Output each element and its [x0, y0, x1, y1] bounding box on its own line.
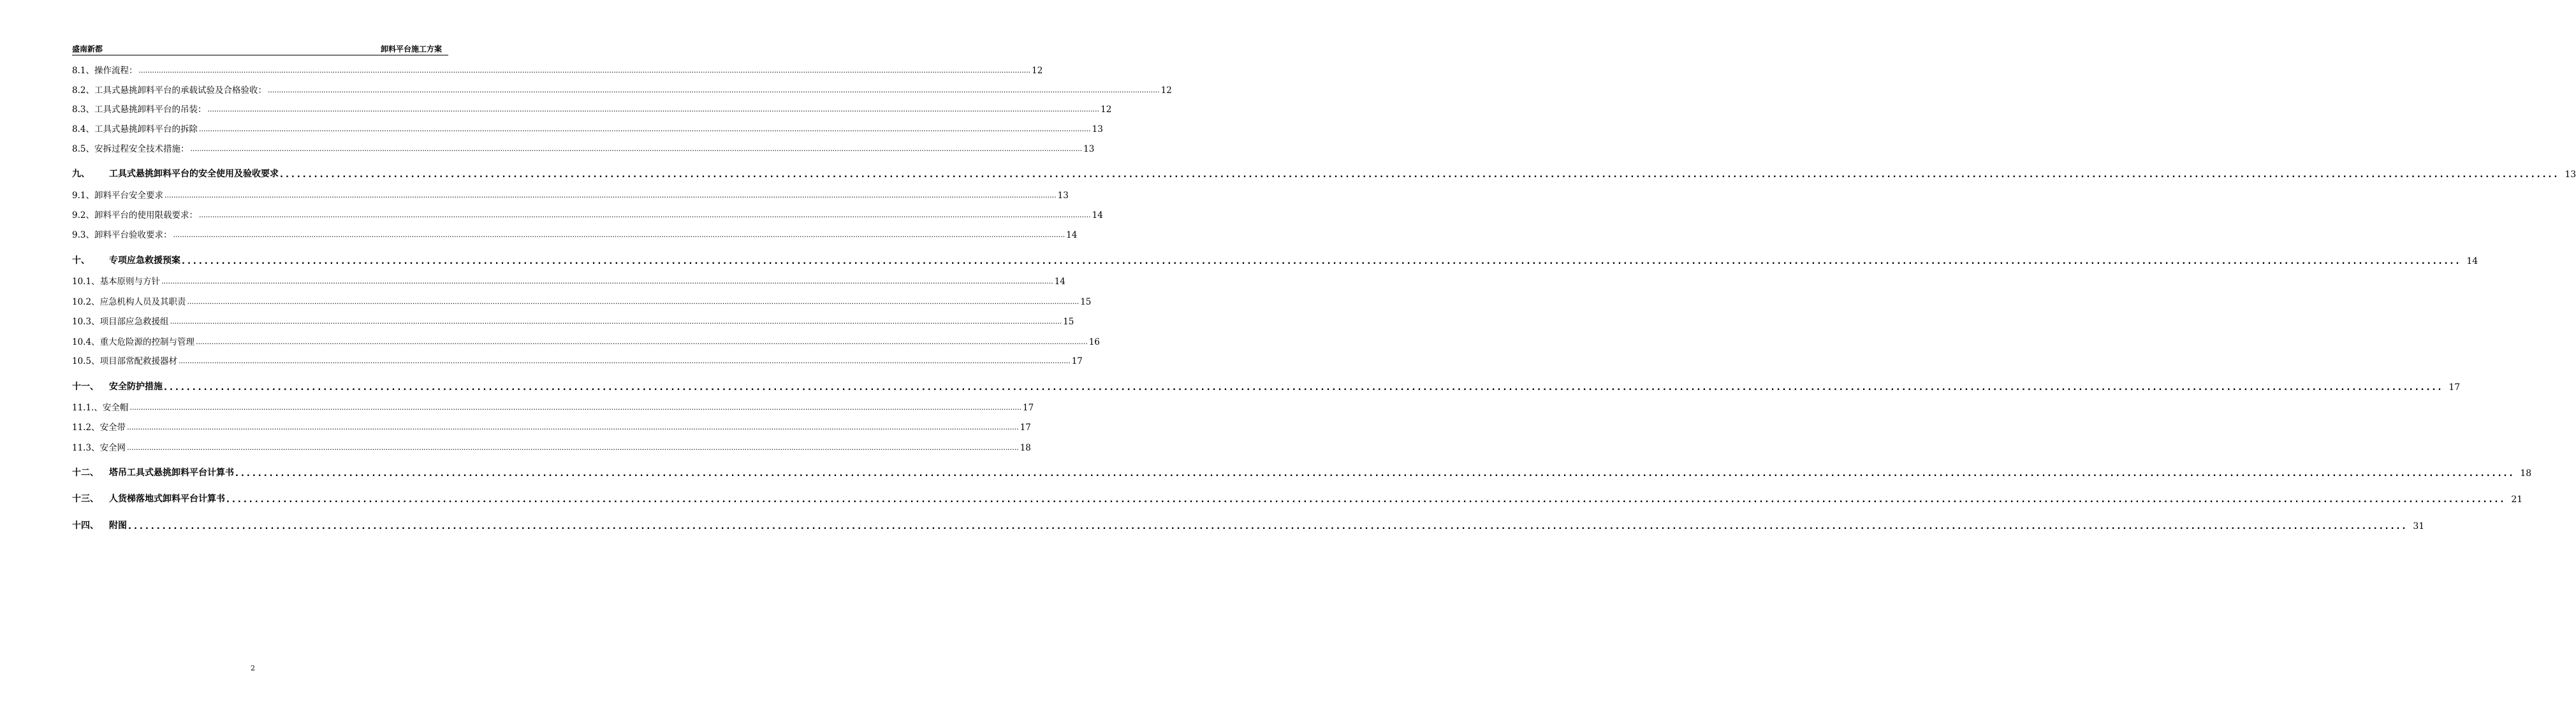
- toc-entry-page: 17: [1023, 403, 1034, 413]
- toc-entry-number: 8.3、: [72, 105, 94, 115]
- toc-section-entry[interactable]: [72, 226, 1078, 240]
- page-header: [72, 41, 448, 55]
- toc-entry-number: 10.3、: [72, 317, 100, 327]
- toc-entry-page: 21: [2511, 495, 2523, 505]
- toc-leader-dots: ................................................................................................................................................................................................................................................................................................................................................................................................................: [235, 469, 2515, 479]
- toc-entry-title: 专项应急救援预案: [109, 256, 180, 266]
- toc-entry-title: 塔吊工具式悬挑卸料平台计算书: [109, 468, 234, 478]
- toc-entry-number: 11.3、: [72, 443, 100, 453]
- toc-section-entry[interactable]: [72, 293, 1092, 307]
- toc-entry-page: 31: [2413, 521, 2425, 531]
- toc-entry-page: 18: [2520, 468, 2532, 479]
- toc-leader-dots: ................................................................................................................................................................................................................................................................................................................................................................................................................: [179, 357, 1071, 365]
- toc-entry-title: 项目部应急救援组: [99, 317, 169, 327]
- toc-entry-page: 13: [1092, 124, 1103, 134]
- toc-entry-title: 卸料平台验收要求：: [94, 230, 172, 240]
- toc-chapter-entry[interactable]: [72, 491, 2523, 505]
- toc-entry-number: 十二、: [72, 468, 99, 478]
- toc-entry-page: 12: [1101, 105, 1112, 115]
- toc-entry-title: 安拆过程安全技术措施：: [94, 144, 189, 154]
- toc-entry-number: 9.2、: [72, 210, 94, 220]
- toc-entry-title: 卸料平台的使用限载要求：: [94, 210, 198, 220]
- toc-entry-number: 9.3、: [72, 230, 94, 240]
- toc-entry-number: 11.2、: [72, 422, 100, 433]
- toc-entry-title: 重大危险源的控制与管理: [99, 337, 195, 347]
- toc-entry-page: 13: [2565, 170, 2576, 180]
- toc-entry-title: 附图: [109, 521, 127, 531]
- toc-entry-page: 15: [1063, 317, 1074, 327]
- toc-entry-title: 基本原则与方针: [99, 277, 161, 287]
- toc-entry-title: 工具式悬挑卸料平台的承载试验及合格验收：: [94, 85, 267, 96]
- toc-leader-dots: ................................................................................................................................................................................................................................................................................................................................................................................................................: [267, 86, 1160, 94]
- toc-entry-title: 工具式悬挑卸料平台的安全使用及验收要求: [109, 169, 279, 179]
- toc-leader-dots: ................................................................................................................................................................................................................................................................................................................................................................................................................: [138, 66, 1031, 75]
- toc-leader-dots: ................................................................................................................................................................................................................................................................................................................................................................................................................: [226, 495, 2506, 505]
- toc-entry-number: 十四、: [72, 521, 99, 531]
- toc-entry-number: 9.1、: [72, 191, 94, 201]
- toc-entry-page: 18: [1020, 443, 1031, 453]
- toc-chapter-entry[interactable]: [72, 252, 2478, 266]
- toc-entry-page: 15: [1080, 297, 1092, 307]
- toc-section-entry[interactable]: [72, 82, 1172, 96]
- toc-section-entry[interactable]: [72, 120, 1103, 134]
- toc-entry-number: 8.5、: [72, 144, 94, 154]
- toc-entry-number: 8.2、: [72, 85, 94, 96]
- toc-entry-title: 安全防护措施: [109, 382, 163, 392]
- toc-entry-number: 十、: [72, 256, 90, 266]
- toc-entry-page: 17: [1020, 422, 1031, 433]
- toc-section-entry[interactable]: [72, 333, 1100, 347]
- toc-section-entry[interactable]: [72, 313, 1074, 327]
- toc-entry-page: 16: [1088, 337, 1100, 347]
- toc-leader-dots: ................................................................................................................................................................................................................................................................................................................................................................................................................: [196, 338, 1088, 346]
- toc-leader-dots: ................................................................................................................................................................................................................................................................................................................................................................................................................: [182, 257, 2462, 266]
- toc-section-entry[interactable]: [72, 206, 1103, 220]
- toc-entry-page: 13: [1083, 144, 1095, 154]
- toc-section-entry[interactable]: [72, 62, 1043, 76]
- toc-entry-number: 10.4、: [72, 337, 100, 347]
- toc-leader-dots: ................................................................................................................................................................................................................................................................................................................................................................................................................: [198, 125, 1091, 133]
- toc-chapter-entry[interactable]: [72, 517, 2425, 531]
- toc-leader-dots: ................................................................................................................................................................................................................................................................................................................................................................................................................: [190, 145, 1083, 153]
- toc-entry-page: 14: [1054, 277, 1065, 287]
- toc-chapter-entry[interactable]: [72, 379, 2461, 393]
- toc-entry-title: 卸料平台安全要求: [94, 191, 163, 201]
- toc-entry-number: 10.2、: [72, 297, 100, 307]
- page-number: 2: [251, 664, 255, 672]
- toc-entry-title: 安全网: [99, 443, 126, 453]
- toc-section-entry[interactable]: [72, 419, 1031, 433]
- toc-leader-dots: ................................................................................................................................................................................................................................................................................................................................................................................................................: [207, 105, 1100, 113]
- toc-leader-dots: ................................................................................................................................................................................................................................................................................................................................................................................................................: [161, 277, 1053, 285]
- toc-entry-number: 10.5、: [72, 356, 100, 366]
- toc-entry-title: 工具式悬挑卸料平台的吊装：: [94, 105, 207, 115]
- toc-leader-dots: ................................................................................................................................................................................................................................................................................................................................................................................................................: [129, 403, 1021, 412]
- toc-entry-number: 十三、: [72, 494, 99, 504]
- toc-leader-dots: ................................................................................................................................................................................................................................................................................................................................................................................................................: [173, 231, 1065, 239]
- toc-leader-dots: ................................................................................................................................................................................................................................................................................................................................................................................................................: [164, 191, 1057, 199]
- toc-entry-title: 操作流程：: [94, 66, 138, 76]
- toc-section-entry[interactable]: [72, 140, 1095, 154]
- toc-entry-page: 12: [1160, 85, 1172, 96]
- toc-leader-dots: ................................................................................................................................................................................................................................................................................................................................................................................................................: [127, 423, 1019, 431]
- toc-leader-dots: ................................................................................................................................................................................................................................................................................................................................................................................................................: [187, 298, 1079, 306]
- toc-entry-number: 11.1.、: [72, 403, 103, 413]
- toc-leader-dots: ................................................................................................................................................................................................................................................................................................................................................................................................................: [128, 522, 2408, 531]
- toc-entry-number: 九、: [72, 169, 90, 179]
- toc-entry-number: 10.1、: [72, 277, 100, 287]
- toc-leader-dots: ................................................................................................................................................................................................................................................................................................................................................................................................................: [127, 444, 1019, 452]
- toc-entry-page: 17: [1071, 356, 1083, 366]
- toc-section-entry[interactable]: [72, 101, 1112, 115]
- toc-section-entry[interactable]: [72, 352, 1083, 366]
- toc-entry-number: 十一、: [72, 382, 99, 392]
- toc-entry-title: 安全帽: [102, 403, 129, 413]
- toc-entry-title: 安全带: [99, 422, 126, 433]
- toc-chapter-entry[interactable]: [72, 166, 2576, 180]
- toc-entry-page: 12: [1032, 66, 1043, 76]
- toc-entry-page: 13: [1057, 191, 1069, 201]
- toc-leader-dots: ................................................................................................................................................................................................................................................................................................................................................................................................................: [280, 170, 2560, 180]
- toc-entry-title: 工具式悬挑卸料平台的拆除: [94, 124, 198, 134]
- toc-entry-page: 14: [2466, 256, 2478, 266]
- toc-section-entry[interactable]: [72, 399, 1034, 413]
- toc-section-entry[interactable]: [72, 187, 1069, 201]
- toc-entry-title: 人货梯落地式卸料平台计算书: [109, 494, 225, 504]
- toc-entry-page: 17: [2448, 382, 2461, 393]
- toc-leader-dots: ................................................................................................................................................................................................................................................................................................................................................................................................................: [170, 317, 1062, 326]
- toc-entry-title: 应急机构人员及其职责: [99, 297, 186, 307]
- toc-chapter-entry[interactable]: [72, 465, 2532, 479]
- toc-entry-number: 8.4、: [72, 124, 94, 134]
- toc-entry-number: 8.1、: [72, 66, 94, 76]
- toc-leader-dots: ................................................................................................................................................................................................................................................................................................................................................................................................................: [198, 211, 1091, 219]
- toc-entry-title: 项目部常配救援器材: [99, 356, 178, 366]
- toc-leader-dots: ................................................................................................................................................................................................................................................................................................................................................................................................................: [164, 383, 2444, 393]
- header-document-title: 卸料平台施工方案: [380, 45, 442, 54]
- toc-section-entry[interactable]: [72, 439, 1031, 453]
- toc-entry-page: 14: [1092, 210, 1103, 220]
- header-project-name: 盛南新都: [72, 45, 103, 54]
- toc-entry-page: 14: [1066, 230, 1078, 240]
- toc-section-entry[interactable]: [72, 273, 1065, 287]
